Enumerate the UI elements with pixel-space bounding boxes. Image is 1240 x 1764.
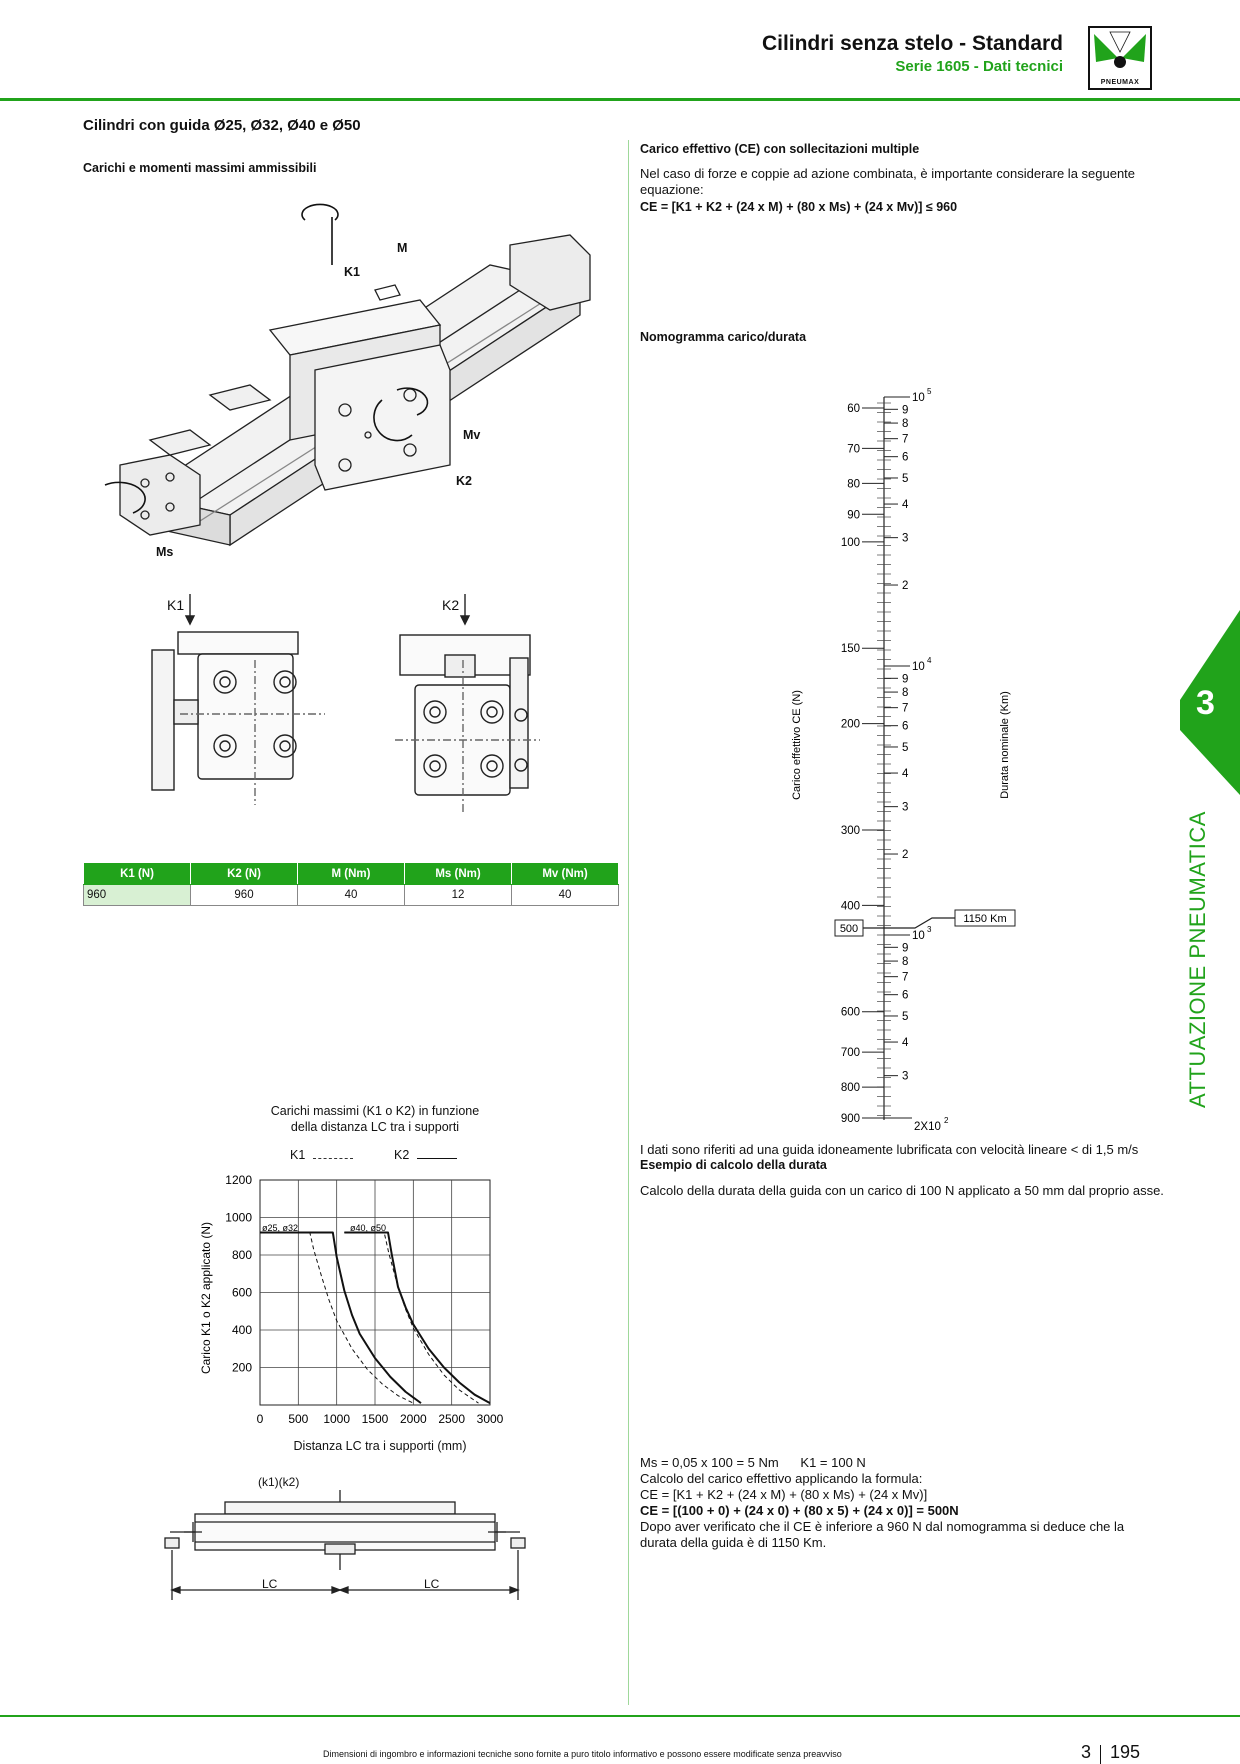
ce-text: Nel caso di forze e coppie ad azione combinata, è importante considerare la seguente equazione: [640,166,1136,197]
y-tick-label: 800 [231,1248,252,1262]
calc-line-1: Ms = 0,05 x 100 = 5 Nm K1 = 100 N [640,1455,866,1470]
chart-xlabel: Distanza LC tra i supporti (mm) [293,1439,467,1453]
legend-k2 [394,1148,457,1162]
column-divider [628,140,629,1705]
bottom-label: 2X10 [914,1121,941,1133]
footer-page-number: 195 [1110,1742,1141,1762]
k2-view-label: K2 [442,597,460,613]
load-tick-label: 900 [840,1113,860,1125]
bottom-exponent: 2 [944,1116,949,1125]
example-text: Calcolo della durata della guida con un carico di 100 N applicato a 50 mm dal proprio asse. [640,1183,1164,1198]
life-tick-label: 2 [902,849,909,862]
nomogram-left-label: Carico effettivo CE (N) [791,690,803,800]
decade-label: 10 [912,930,925,942]
footer-separator [1100,1745,1101,1764]
series-line-k2 [260,1233,421,1404]
chapter-label: ATTUAZIONE PNEUMATICA [1185,811,1210,1108]
lubrication-note: I dati sono riferiti ad una guida idoneamente lubrificata con velocità lineare < di 1,5 m/s [640,1142,1139,1157]
chart-title [225,1103,525,1135]
header-rule [0,98,1240,101]
support-distance-drawing [165,1490,545,1600]
annotation-small-bore: ø25, ø32 [262,1223,299,1233]
series-line-k2 [344,1233,490,1404]
life-tick-label: 3 [902,1070,909,1083]
life-tick-label: 9 [902,942,909,955]
force-k1-label: K1 [344,265,360,279]
moment-ms-label: Ms [156,545,174,559]
decade-exponent: 4 [927,656,932,665]
nomogram-ticks [841,403,909,1125]
logo-text: PNEUMAX [1100,79,1140,86]
table-cell: 960 [191,885,298,906]
load-tick-label: 400 [840,900,860,913]
table-cell: 960 [84,885,191,906]
moment-m-label: M [397,241,408,255]
x-tick-label: 3000 [476,1412,504,1426]
life-tick-label: 7 [902,971,909,984]
life-tick-label: 4 [902,768,909,781]
life-tick-label: 7 [902,702,909,715]
life-tick-label: 9 [902,404,909,417]
ce-title: Carico effettivo (CE) con sollecitazioni multiple [640,142,920,156]
life-tick-label: 3 [902,532,909,545]
ce-formula: CE = [K1 + K2 + (24 x M) + (80 x Ms) + (24 x Mv)] ≤ 960 [640,200,958,214]
chart-title-line: della distanza LC tra i supporti [290,1120,460,1134]
nomogram-right-label: Durata nominale (Km) [999,691,1011,799]
chart-ylabel: Carico K1 o K2 applicato (N) [199,1221,213,1375]
y-tick-label: 400 [231,1323,252,1337]
life-tick-label: 5 [902,1010,909,1023]
footer-disclaimer: Dimensioni di ingombro e informazioni tecniche sono fornite a puro titolo informativo e possono essere modificate senza preavviso [323,1749,842,1759]
lc-left-label: LC [262,1577,278,1591]
section-title: Cilindri con guida Ø25, Ø32, Ø40 e Ø50 [83,117,361,134]
footer-chapter: 3 [1081,1742,1092,1762]
example-title: Esempio di calcolo della durata [640,1158,827,1172]
life-tick-label: 9 [902,673,909,686]
life-tick-label: 6 [902,720,909,733]
table-header-cell: K2 (N) [191,863,298,885]
decade-label: 10 [912,392,925,404]
y-tick-label: 200 [231,1360,252,1375]
example-life-label: 1150 Km [963,913,1007,925]
calc-line-2: Calcolo del carico effettivo applicando la formula: [640,1471,923,1486]
chart-ticks [225,1173,503,1426]
x-tick-label: 500 [288,1412,309,1426]
load-tick-label: 70 [847,443,860,456]
legend-k2-swatch [417,1158,457,1159]
example-load-label: 500 [839,923,859,935]
table-cell: 40 [298,885,405,906]
life-tick-label: 2 [902,580,909,593]
subsection-title: Carichi e momenti massimi ammissibili [83,161,317,175]
max-loads-table [83,862,619,906]
life-tick-label: 5 [902,741,909,754]
force-k2-label: K2 [456,474,472,488]
decade-label: 10 [912,661,925,673]
life-tick-label: 4 [902,1037,909,1050]
x-tick-label: 1000 [323,1412,351,1426]
life-tick-label: 8 [902,687,909,700]
moment-mv-label: Mv [463,428,481,442]
footer-rule [0,1715,1240,1717]
y-tick-label: 600 [231,1285,252,1300]
load-distance-chart [190,1170,520,1450]
load-tick-label: 800 [840,1082,860,1095]
calc-line-5: Dopo aver verificato che il CE è inferiore a 960 N dal nomogramma si deduce che la durata della guida è di 1150 Km. [640,1519,1125,1550]
table-cell: 12 [405,885,512,906]
life-tick-label: 5 [902,472,909,485]
legend-k1 [290,1148,353,1162]
table-header-row [84,863,619,885]
life-tick-label: 3 [902,801,909,814]
load-life-nomogram [791,380,1030,1140]
table-cell: 40 [512,885,619,906]
decade-exponent: 3 [927,925,932,934]
page-subtitle: Serie 1605 - Dati tecnici [895,58,1063,75]
load-tick-label: 90 [847,509,860,522]
y-tick-label: 1200 [225,1173,252,1187]
legend-k1-label: K1 [290,1148,306,1162]
life-tick-label: 6 [902,989,909,1002]
x-tick-label: 1500 [361,1412,389,1426]
x-tick-label: 0 [256,1412,264,1426]
load-tick-label: 150 [840,643,860,656]
table-row [84,885,619,906]
load-tick-label: 100 [840,536,860,549]
x-tick-label: 2500 [438,1412,466,1426]
table-header-cell: M (Nm) [298,863,405,885]
table-header-cell: K1 (N) [84,863,191,885]
pneumax-logo [1088,26,1152,90]
life-tick-label: 8 [902,956,909,969]
chart-title-line: Carichi massimi (K1 o K2) in funzione [270,1104,480,1118]
nomogram-title: Nomogramma carico/durata [640,330,807,344]
chapter-number: 3 [1196,684,1215,722]
lc-right-label: LC [424,1577,440,1591]
table-header-cell: Mv (Nm) [512,863,619,885]
calc-line-3: CE = [K1 + K2 + (24 x M) + (80 x Ms) + (24 x Mv)] [640,1487,928,1502]
load-tick-label: 80 [847,478,860,491]
load-tick-label: 200 [840,718,860,731]
x-tick-label: 2000 [399,1412,427,1426]
legend-k2-label: K2 [394,1148,410,1162]
legend-k1-swatch [313,1158,353,1159]
life-tick-label: 6 [902,451,909,464]
chart-grid [260,1180,490,1405]
support-k-label: (k1)(k2) [258,1475,300,1489]
load-tick-label: 700 [840,1047,860,1060]
k1-view-label: K1 [167,597,185,613]
table-header-cell: Ms (Nm) [405,863,512,885]
calc-line-4: CE = [(100 + 0) + (24 x 0) + (80 x 5) + (24 x 0)] = 500N [640,1503,959,1518]
annotation-large-bore: ø40, ø50 [350,1223,387,1233]
load-tick-label: 600 [840,1006,860,1019]
life-tick-label: 4 [902,499,909,512]
load-tick-label: 300 [840,824,860,837]
decade-exponent: 5 [927,387,932,396]
isometric-cylinder-drawing [110,225,610,565]
life-tick-label: 7 [902,433,909,446]
page-title: Cilindri senza stelo - Standard [761,32,1063,55]
front-views-drawing [140,590,560,830]
life-tick-label: 8 [902,418,909,431]
load-tick-label: 60 [847,403,860,415]
y-tick-label: 1000 [225,1210,252,1225]
